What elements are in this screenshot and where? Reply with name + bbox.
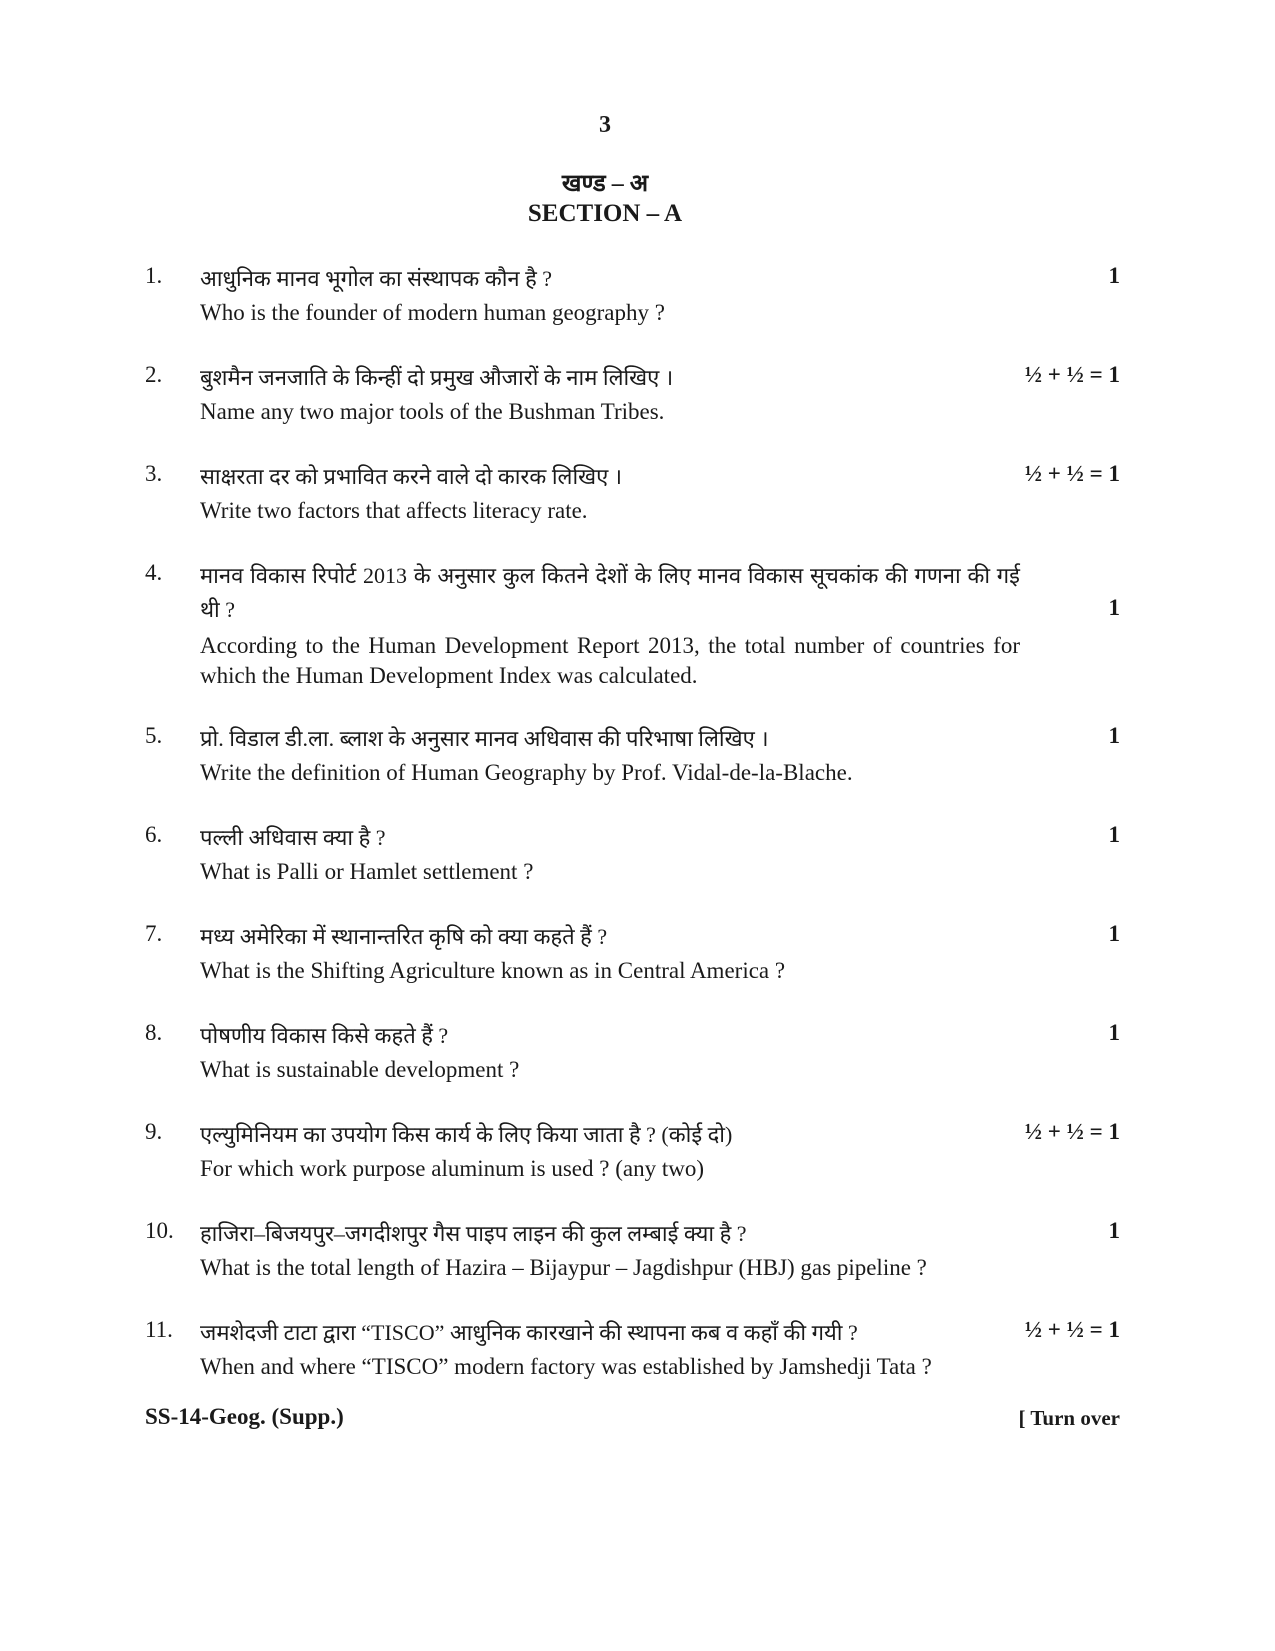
question-english: What is Palli or Hamlet settlement ? (200, 859, 534, 884)
question-marks: ½ + ½ = 1 (1024, 1119, 1120, 1144)
question-english: Write the definition of Human Geography by Prof. Vidal-de-la-Blache. (200, 760, 853, 785)
question-number: 11. (145, 1317, 173, 1342)
question-5 (145, 722, 1120, 790)
question-hindi: मानव विकास रिपोर्ट 2013 के अनुसार कुल कितने देशों के लिए मानव विकास सूचकांक की गणना की गई थी ? (200, 563, 1020, 622)
question-english: Who is the founder of modern human geography ? (200, 300, 665, 325)
question-number: 8. (145, 1020, 163, 1045)
question-number: 6. (145, 822, 163, 847)
question-english: When and where “TISCO” modern factory was established by Jamshedji Tata ? (200, 1354, 932, 1379)
question-english: What is the Shifting Agriculture known as in Central America ? (200, 958, 786, 983)
question-number: 2. (145, 362, 163, 387)
question-4 (145, 559, 1120, 691)
page-number: 3 (599, 112, 611, 138)
question-number: 3. (145, 461, 163, 486)
question-hindi: जमशेदजी टाटा द्वारा “TISCO” आधुनिक कारखाने की स्थापना कब व कहाँ की गयी ? (200, 1320, 858, 1345)
question-english: What is the total length of Hazira – Bijaypur – Jagdishpur (HBJ) gas pipeline ? (200, 1255, 927, 1280)
question-hindi: मध्य अमेरिका में स्थानान्तरित कृषि को क्या कहते हैं ? (200, 924, 608, 949)
question-hindi: हाजिरा–बिजयपुर–जगदीशपुर गैस पाइप लाइन की कुल लम्बाई क्या है ? (200, 1221, 747, 1246)
question-hindi: पोषणीय विकास किसे कहते हैं ? (200, 1023, 449, 1048)
section-title-english: SECTION – A (527, 200, 683, 227)
question-marks: 1 (1108, 1020, 1120, 1045)
question-hindi: आधुनिक मानव भूगोल का संस्थापक कौन है ? (200, 266, 553, 291)
question-marks: 1 (1108, 1218, 1120, 1243)
turn-over-note: [ Turn over (1018, 1406, 1120, 1430)
section-title-hindi: खण्ड – अ (561, 171, 649, 197)
question-6 (145, 821, 1120, 889)
question-hindi: एल्युमिनियम का उपयोग किस कार्य के लिए किया जाता है ? (कोई दो) (200, 1122, 733, 1147)
question-english: Write two factors that affects literacy rate. (200, 498, 588, 523)
question-marks: 1 (1108, 595, 1120, 620)
question-marks: 1 (1108, 921, 1120, 946)
question-english: According to the Human Development Report 2013, the total number of countries for which the Human Development Index was calculated. (200, 633, 1020, 688)
question-number: 7. (145, 921, 163, 946)
paper-code: SS-14-Geog. (Supp.) (145, 1404, 344, 1429)
question-10 (145, 1217, 1120, 1285)
question-number: 1. (145, 263, 163, 288)
question-marks: 1 (1108, 723, 1120, 748)
question-8 (145, 1019, 1120, 1087)
question-hindi: प्रो. विडाल डी.ला. ब्लाश के अनुसार मानव अधिवास की परिभाषा लिखिए । (200, 726, 769, 751)
question-hindi: साक्षरता दर को प्रभावित करने वाले दो कारक लिखिए । (200, 464, 623, 489)
question-3 (145, 460, 1120, 528)
question-number: 5. (145, 723, 163, 748)
question-english: Name any two major tools of the Bushman Tribes. (200, 399, 665, 424)
question-english: What is sustainable development ? (200, 1057, 520, 1082)
question-2 (145, 361, 1120, 429)
question-marks: ½ + ½ = 1 (1024, 1317, 1120, 1342)
question-number: 9. (145, 1119, 163, 1144)
question-1 (145, 262, 1120, 330)
question-7 (145, 920, 1120, 988)
question-number: 4. (145, 560, 163, 585)
question-hindi: बुशमैन जनजाति के किन्हीं दो प्रमुख औजारों के नाम लिखिए । (200, 365, 674, 390)
question-marks: 1 (1108, 263, 1120, 288)
question-number: 10. (145, 1218, 174, 1243)
question-9 (145, 1118, 1120, 1186)
question-marks: 1 (1108, 822, 1120, 847)
question-list (145, 262, 1120, 1415)
question-english: For which work purpose aluminum is used ? (any two) (200, 1156, 705, 1181)
question-hindi: पल्ली अधिवास क्या है ? (200, 825, 386, 850)
question-11 (145, 1316, 1120, 1384)
question-marks: ½ + ½ = 1 (1024, 362, 1120, 387)
question-marks: ½ + ½ = 1 (1024, 461, 1120, 486)
